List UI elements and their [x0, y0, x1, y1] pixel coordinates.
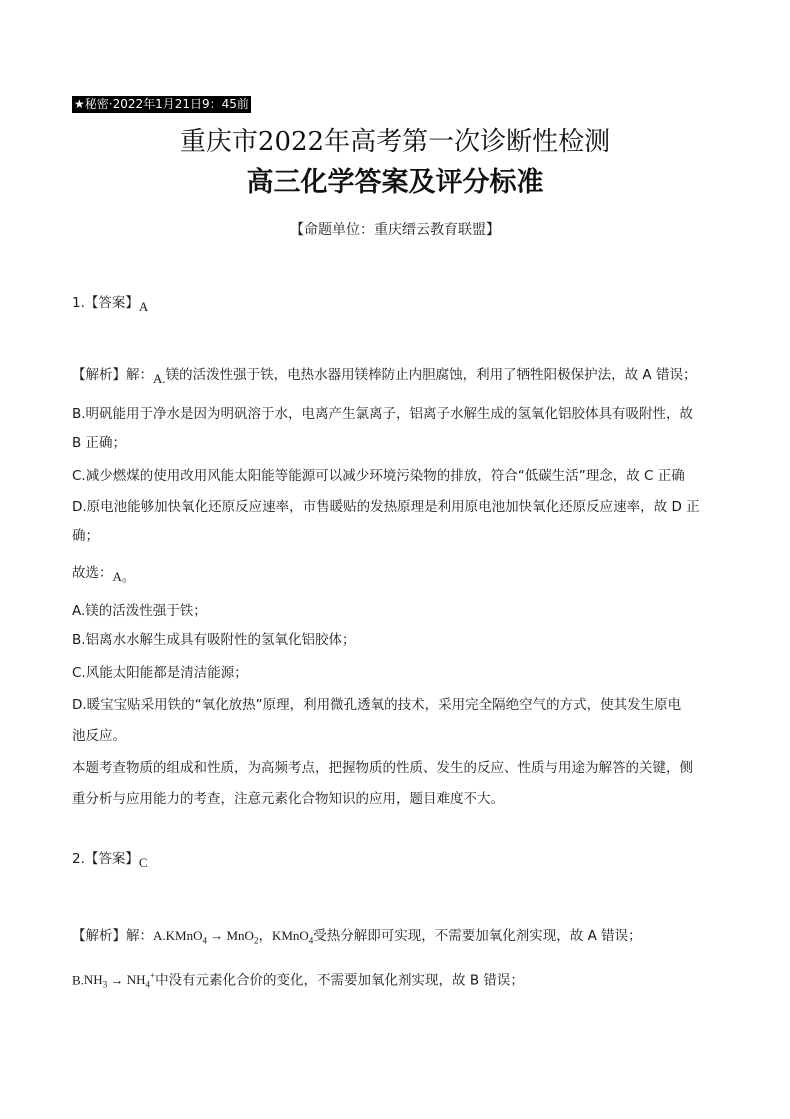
q1-point-b: B.铝离水水解生成具有吸附性的氢氧化铝胶体；: [72, 632, 356, 648]
q1-point-c: C.风能太阳能都是清洁能源；: [72, 665, 248, 681]
q1-choose-value: A。: [112, 569, 135, 584]
q2-b-formula-2: $NH_4^+$: [126, 971, 156, 990]
q1-summary-line2: 重分析与应用能力的考查，注意元素化合物知识的应用，题目难度不大。: [72, 791, 504, 807]
q1-b-line2: B 正确；: [72, 435, 127, 451]
q1-d-line2: 确；: [72, 528, 99, 544]
page-subtitle: 高三化学答案及评分标准: [246, 167, 544, 198]
secret-label: ★秘密·2022年1月21日9：45前: [74, 97, 249, 111]
q1-d-line1: D.原电池能够加快氧化还原反应速率，市售暖贴的发热原理是利用原电池加快氧化还原反应速率，故 D 正: [72, 499, 700, 515]
q1-point-a: A.镁的活泼性强于铁；: [72, 603, 207, 619]
q1-a-prefix: A.: [153, 371, 166, 386]
q1-answer: A: [138, 299, 149, 314]
q1-answer-line: [72, 292, 722, 314]
q2-analysis-b: [72, 965, 722, 996]
q2-a-text: 受热分解即可实现，不需要加氧化剂实现，故 A 错误；: [313, 928, 642, 944]
q1-choose: [72, 562, 722, 584]
q2-b-arrow: →: [107, 972, 127, 988]
q2-b-text: 中没有元素化合价的变化，不需要加氧化剂实现，故 B 错误；: [155, 972, 524, 989]
page-title: 重庆市2022年高考第一次诊断性检测: [179, 127, 611, 157]
q1-number: 1.【答案】: [72, 295, 139, 311]
q2-a-prefix: A.: [153, 928, 166, 943]
q1-analysis-a: [72, 364, 722, 386]
q2-b-prefix: B.: [72, 972, 84, 988]
q2-analysis-label: 【解析】解：: [72, 928, 153, 944]
q1-point-d-line1: D.暖宝宝贴采用铁的“氧化放热”原理，利用微孔透氧的技术，采用完全隔绝空气的方式，使其发生原电: [72, 697, 682, 713]
q1-b-line1: B.明矾能用于净水是因为明矾溶于水，电离产生氯离子，铝离子水解生成的氢氧化铝胶体具有吸附性，故: [72, 406, 694, 422]
q2-number: 2.【答案】: [72, 851, 139, 867]
q1-c-line: C.减少燃煤的使用改用风能太阳能等能源可以减少环境污染物的排放，符合“低碳生活”理念，故 C 正确: [72, 468, 685, 484]
q1-a-text: 镁的活泼性强于铁，电热水器用镁棒防止内胆腐蚀，利用了牺牲阳极保护法，故 A 错误；: [165, 367, 697, 383]
q2-a-separator: ，: [258, 928, 272, 944]
q1-choose-label: 故选：: [72, 565, 113, 581]
q2-b-formula-1: $NH_3$: [83, 972, 108, 990]
q1-point-d-line2: 池反应。: [72, 728, 126, 744]
q1-summary-line1: 本题考查物质的组成和性质，为高频考点，把握物质的性质、发生的反应、性质与用途为解答的关键，侧: [72, 760, 693, 776]
author-unit: 【命题单位：重庆缙云教育联盟】: [290, 222, 500, 238]
q2-answer-line: [72, 848, 722, 870]
q2-answer: C: [138, 855, 148, 870]
q2-a-formula-3: KMnO$_4$: [271, 928, 314, 946]
q2-analysis-a: [72, 925, 722, 952]
q1-analysis-label: 【解析】解：: [72, 367, 153, 383]
q2-a-formula-1: KMnO$_4$: [165, 928, 207, 946]
q2-a-arrow: →: [206, 928, 227, 943]
q2-a-formula-2: MnO$_2$: [226, 928, 259, 946]
